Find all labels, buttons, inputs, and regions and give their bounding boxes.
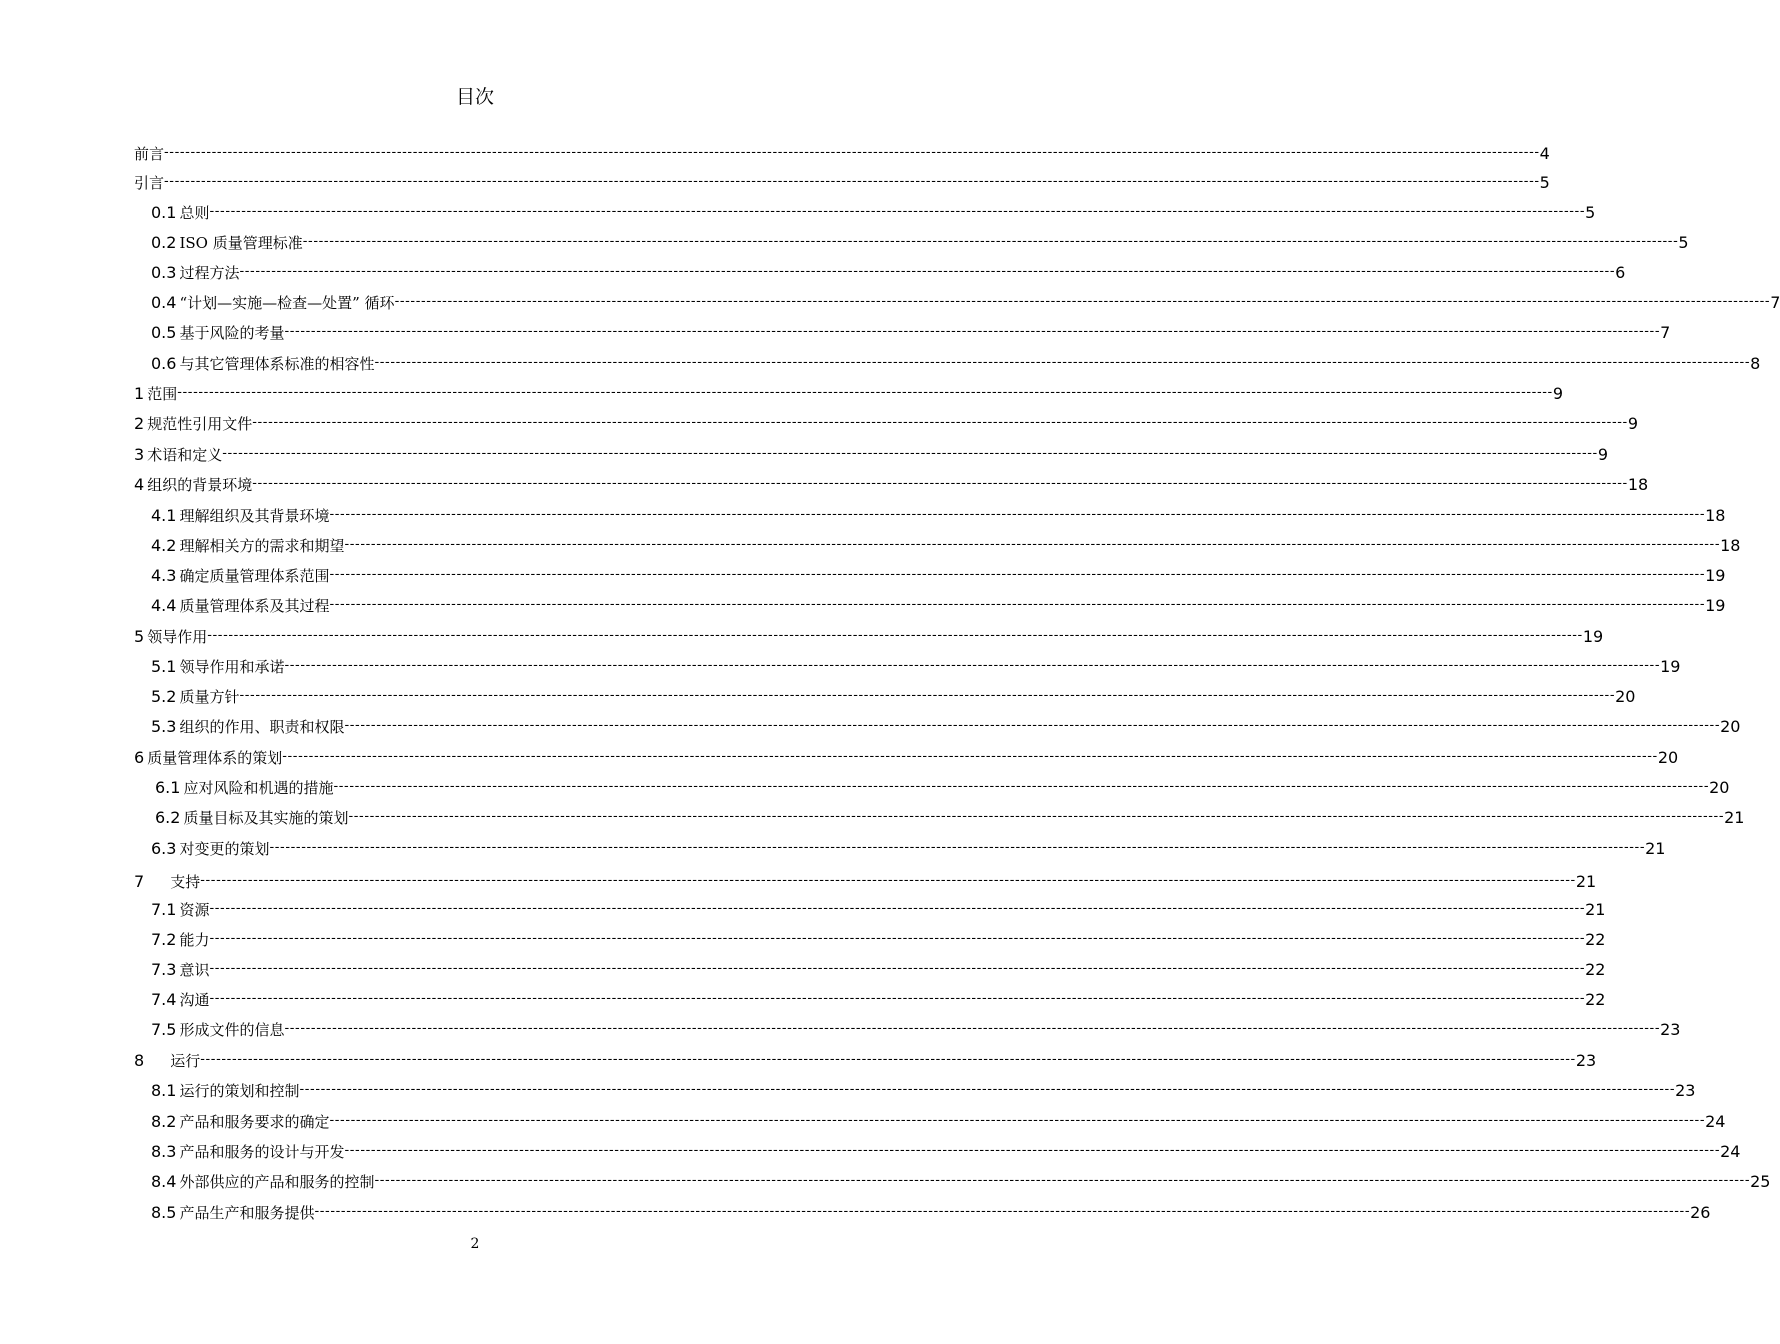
toc-entry-number: 1 [134,384,145,403]
toc-entry-title: 理解组织及其背景环境 [179,507,330,525]
toc-entry-number: 0.6 [151,354,177,373]
toc-entry[interactable] [151,321,1671,343]
toc-leader-dashes: -------------------------------------------------------------------------------------------------------------------------------------------------------------------------------------------------------------------------------------------------------------------- [329,567,1706,582]
toc-entry-number: 8 [134,1051,145,1070]
toc-entry-title: 组织的作用、职责和权限 [179,718,345,736]
toc-leader-dashes: -------------------------------------------------------------------------------------------------------------------------------------------------------------------------------------------------------------------------------------------------------------------- [333,779,1710,794]
toc-entry-title: 质量目标及其实施的策划 [183,809,349,827]
toc-entry-page: 23 [1660,1020,1681,1039]
toc-leader-dashes: -------------------------------------------------------------------------------------------------------------------------------------------------------------------------------------------------------------------------------------------------------------------- [282,749,1658,764]
toc-entry-page: 20 [1709,778,1730,797]
toc-entry-title: 与其它管理体系标准的相容性 [179,355,375,373]
toc-entry-title: 过程方法 [179,264,240,282]
toc-entry-number: 7.4 [151,990,177,1009]
toc-entry-number: 0.5 [151,323,177,342]
toc-entry-number: 4.4 [151,596,177,615]
toc-entry[interactable] [151,988,1606,1010]
toc-leader-dashes: -------------------------------------------------------------------------------------------------------------------------------------------------------------------------------------------------------------------------------------------------------------------- [374,355,1751,370]
toc-entry-title: 质量方针 [179,688,240,706]
toc-leader-dashes: -------------------------------------------------------------------------------------------------------------------------------------------------------------------------------------------------------------------------------------------------------------------- [209,204,1586,219]
toc-entry-label [151,1203,314,1223]
toc-entry-number: 4 [134,475,145,494]
toc-entry-number: 8.4 [151,1172,177,1191]
toc-entry-label [151,717,344,737]
toc-entry-label [151,900,209,920]
toc-entry-label [151,293,395,313]
toc-entry-title: 对变更的策划 [179,840,270,858]
toc-entry[interactable] [134,746,1679,768]
toc-entry-label [151,930,209,950]
toc-entry-label [151,960,209,980]
toc-entry-page: 7 [1660,323,1671,342]
toc-entry-page: 6 [1615,263,1626,282]
toc-entry-number: 4.1 [151,506,177,525]
page-number: 2 [470,1236,480,1252]
toc-entry-label [134,1051,200,1071]
toc-entry-number: 6.2 [155,808,181,827]
toc-entry-page: 5 [1539,173,1550,192]
toc-entry-label [134,144,164,164]
toc-entry-label [151,687,239,707]
toc-entry[interactable] [134,473,1649,495]
toc-entry-title: 组织的背景环境 [147,476,253,494]
toc-leader-dashes: -------------------------------------------------------------------------------------------------------------------------------------------------------------------------------------------------------------------------------------------------------------------- [394,294,1771,309]
toc-leader-dashes: -------------------------------------------------------------------------------------------------------------------------------------------------------------------------------------------------------------------------------------------------------------------- [164,174,1540,189]
toc-leader-dashes: -------------------------------------------------------------------------------------------------------------------------------------------------------------------------------------------------------------------------------------------------------------------- [209,961,1586,976]
toc-entry-label [151,1081,299,1101]
toc-entry[interactable] [151,534,1741,556]
toc-entry-title: 总则 [179,204,210,222]
toc-entry[interactable] [155,776,1730,798]
toc-leader-dashes: -------------------------------------------------------------------------------------------------------------------------------------------------------------------------------------------------------------------------------------------------------------------- [284,1021,1661,1036]
toc-entry[interactable] [151,685,1636,707]
toc-entry-page: 4 [1539,144,1550,163]
toc-leader-dashes: -------------------------------------------------------------------------------------------------------------------------------------------------------------------------------------------------------------------------------------------------------------------- [329,507,1706,522]
toc-leader-dashes: -------------------------------------------------------------------------------------------------------------------------------------------------------------------------------------------------------------------------------------------------------------------- [374,1173,1751,1188]
toc-entry-page: 19 [1705,596,1726,615]
toc-leader-dashes: -------------------------------------------------------------------------------------------------------------------------------------------------------------------------------------------------------------------------------------------------------------------- [329,597,1706,612]
toc-entry-label [151,1112,329,1132]
toc-entry-label [134,445,222,465]
toc-entry-page: 21 [1585,900,1606,919]
toc-entry-page: 8 [1750,354,1761,373]
toc-entry-label [151,203,209,223]
toc-entry-page: 19 [1660,657,1681,676]
toc-entry[interactable] [151,655,1681,677]
toc-entry[interactable] [151,715,1741,737]
toc-entry-title: 形成文件的信息 [179,1021,285,1039]
toc-entry[interactable] [151,201,1596,223]
toc-leader-dashes: -------------------------------------------------------------------------------------------------------------------------------------------------------------------------------------------------------------------------------------------------------------------- [252,415,1628,430]
toc-entry-page: 9 [1627,414,1639,433]
toc-leader-dashes: -------------------------------------------------------------------------------------------------------------------------------------------------------------------------------------------------------------------------------------------------------------------- [284,324,1661,339]
toc-entry-label [134,748,282,768]
toc-entry-label [134,475,252,495]
toc-entry[interactable] [151,291,1780,313]
toc-entry[interactable] [151,1140,1741,1162]
toc-entry-number: 8.5 [151,1203,177,1222]
toc-leader-dashes: -------------------------------------------------------------------------------------------------------------------------------------------------------------------------------------------------------------------------------------------------------------------- [344,1143,1721,1158]
toc-entry-title: 资源 [179,901,210,919]
toc-entry-number: 5.2 [151,687,177,706]
toc-entry-page: 20 [1720,717,1741,736]
toc-entry-number: 4.2 [151,536,177,555]
toc-entry-page: 20 [1657,748,1679,767]
toc-leader-dashes: -------------------------------------------------------------------------------------------------------------------------------------------------------------------------------------------------------------------------------------------------------------------- [348,809,1725,824]
toc-entry-label [151,1020,284,1040]
toc-entry-page: 22 [1585,990,1606,1009]
toc-entry-title: 确定质量管理体系范围 [179,567,330,585]
toc-entry-page: 9 [1552,384,1564,403]
toc-entry[interactable] [151,1170,1771,1192]
toc-entry[interactable] [151,231,1689,253]
toc-entry-title: 引言 [134,174,165,192]
toc-entry-label [151,233,303,253]
toc-entry-page: 21 [1575,872,1597,891]
toc-entry-title: 意识 [179,961,210,979]
toc-entry-title: 质量管理体系及其过程 [179,597,330,615]
toc-entry-label [151,506,329,526]
toc-entry[interactable] [134,412,1639,434]
toc-leader-dashes: -------------------------------------------------------------------------------------------------------------------------------------------------------------------------------------------------------------------------------------------------------------------- [239,264,1616,279]
toc-entry[interactable] [151,958,1606,980]
toc-entry-title: 产品和服务的设计与开发 [179,1143,345,1161]
toc-entry-label [134,627,207,647]
toc-entry-title: 能力 [179,931,210,949]
toc-entry-number: 7.3 [151,960,177,979]
toc-leader-dashes: -------------------------------------------------------------------------------------------------------------------------------------------------------------------------------------------------------------------------------------------------------------------- [344,718,1721,733]
toc-entry[interactable] [151,1018,1681,1040]
toc-entry[interactable] [151,1079,1696,1101]
toc-entry-label [151,536,344,556]
toc-entry-number: 3 [134,445,145,464]
toc-entry-label [151,839,269,859]
toc-entry-title: 基于风险的考量 [179,324,285,342]
toc-leader-dashes: -------------------------------------------------------------------------------------------------------------------------------------------------------------------------------------------------------------------------------------------------------------------- [200,873,1576,888]
toc-leader-dashes: -------------------------------------------------------------------------------------------------------------------------------------------------------------------------------------------------------------------------------------------------------------------- [200,1052,1576,1067]
toc-leader-dashes: -------------------------------------------------------------------------------------------------------------------------------------------------------------------------------------------------------------------------------------------------------------------- [209,991,1586,1006]
toc-entry-title: 沟通 [179,991,210,1009]
toc-entry[interactable] [151,1201,1711,1223]
toc-leader-dashes: -------------------------------------------------------------------------------------------------------------------------------------------------------------------------------------------------------------------------------------------------------------------- [239,688,1616,703]
toc-entry-number: 5 [134,627,145,646]
toc-entry-label [151,1172,374,1192]
toc-entry-number: 7.5 [151,1020,177,1039]
toc-leader-dashes: -------------------------------------------------------------------------------------------------------------------------------------------------------------------------------------------------------------------------------------------------------------------- [284,658,1661,673]
toc-entry-number: 7 [134,872,145,891]
toc-entry-title: “计划—实施—检查—处置” 循环 [179,294,395,312]
toc-leader-dashes: -------------------------------------------------------------------------------------------------------------------------------------------------------------------------------------------------------------------------------------------------------------------- [252,476,1628,491]
toc-entry-page: 7 [1770,293,1780,312]
toc-entry-title: 运行 [170,1052,201,1070]
toc-entry-label [134,384,177,404]
toc-entry-label [151,263,239,283]
toc-entry-page: 24 [1720,1142,1741,1161]
toc-entry-page: 21 [1724,808,1745,827]
toc-leader-dashes: -------------------------------------------------------------------------------------------------------------------------------------------------------------------------------------------------------------------------------------------------------------------- [164,145,1540,160]
toc-entry-page: 18 [1627,475,1649,494]
toc-entry-page: 20 [1615,687,1636,706]
toc-entry[interactable] [134,1049,1597,1071]
toc-entry-title: 领导作用和承诺 [179,658,285,676]
toc-entry-label [134,872,200,892]
toc-entry-number: 6 [134,748,145,767]
toc-leader-dashes: -------------------------------------------------------------------------------------------------------------------------------------------------------------------------------------------------------------------------------------------------------------------- [207,628,1583,643]
toc-entry[interactable] [151,928,1606,950]
toc-entry-title: 运行的策划和控制 [179,1082,300,1100]
toc-entry-number: 2 [134,414,145,433]
toc-entry[interactable] [134,382,1564,404]
toc-entry-title: 支持 [170,873,201,891]
toc-entry-title: 产品和服务要求的确定 [179,1113,330,1131]
toc-entry-page: 25 [1750,1172,1771,1191]
toc-entry[interactable] [151,1110,1726,1132]
toc-entry-label [151,657,284,677]
toc-leader-dashes: -------------------------------------------------------------------------------------------------------------------------------------------------------------------------------------------------------------------------------------------------------------------- [314,1204,1691,1219]
toc-entry-title: 外部供应的产品和服务的控制 [179,1173,375,1191]
toc-leader-dashes: -------------------------------------------------------------------------------------------------------------------------------------------------------------------------------------------------------------------------------------------------------------------- [177,385,1553,400]
toc-entry-label [151,323,284,343]
toc-entry-label [151,990,209,1010]
toc-entry-number: 0.3 [151,263,177,282]
toc-entry-number: 5.3 [151,717,177,736]
toc-entry-page: 23 [1575,1051,1597,1070]
toc-entry-title: 前言 [134,145,165,163]
toc-entry-title: ISO 质量管理标准 [179,234,303,252]
toc-entry[interactable] [134,142,1550,164]
toc-leader-dashes: -------------------------------------------------------------------------------------------------------------------------------------------------------------------------------------------------------------------------------------------------------------------- [222,446,1598,461]
toc-leader-dashes: -------------------------------------------------------------------------------------------------------------------------------------------------------------------------------------------------------------------------------------------------------------------- [209,931,1586,946]
toc-entry-page: 9 [1597,445,1609,464]
toc-entry[interactable] [151,594,1726,616]
toc-entry-label [155,778,333,798]
toc-entry-number: 0.1 [151,203,177,222]
toc-entry-label [155,808,348,828]
toc-entry-page: 21 [1645,839,1666,858]
toc-entry-number: 8.1 [151,1081,177,1100]
toc-entry-title: 应对风险和机遇的措施 [183,779,334,797]
toc-entry-page: 18 [1705,506,1726,525]
toc-entry-title: 产品生产和服务提供 [179,1204,315,1222]
toc-entry-number: 7.1 [151,900,177,919]
toc-entry-label [151,566,329,586]
toc-entry-number: 8.2 [151,1112,177,1131]
toc-entry-title: 术语和定义 [147,446,223,464]
toc-entry-number: 7.2 [151,930,177,949]
toc-entry-title: 质量管理体系的策划 [147,749,283,767]
toc-entry-title: 规范性引用文件 [147,415,253,433]
toc-entry-title: 理解相关方的需求和期望 [179,537,345,555]
toc-entry[interactable] [134,171,1550,193]
toc-entry[interactable] [134,443,1609,465]
toc-entry-page: 19 [1582,627,1604,646]
toc-entry[interactable] [151,261,1626,283]
toc-entry-label [134,173,164,193]
toc-entry[interactable] [151,564,1726,586]
toc-entry-page: 18 [1720,536,1741,555]
toc-leader-dashes: -------------------------------------------------------------------------------------------------------------------------------------------------------------------------------------------------------------------------------------------------------------------- [329,1113,1706,1128]
toc-entry[interactable] [151,504,1726,526]
toc-entry-page: 23 [1675,1081,1696,1100]
toc-entry[interactable] [134,870,1597,892]
toc-entry-page: 22 [1585,930,1606,949]
toc-entry-number: 6.3 [151,839,177,858]
toc-entry-page: 5 [1585,203,1596,222]
toc-entry-number: 4.3 [151,566,177,585]
toc-leader-dashes: -------------------------------------------------------------------------------------------------------------------------------------------------------------------------------------------------------------------------------------------------------------------- [299,1082,1676,1097]
toc-entry[interactable] [151,837,1666,859]
toc-entry-page: 19 [1705,566,1726,585]
toc-entry-label [151,596,329,616]
toc-leader-dashes: -------------------------------------------------------------------------------------------------------------------------------------------------------------------------------------------------------------------------------------------------------------------- [344,537,1721,552]
toc-title: 目次 [455,86,494,108]
toc-leader-dashes: -------------------------------------------------------------------------------------------------------------------------------------------------------------------------------------------------------------------------------------------------------------------- [302,234,1679,249]
toc-entry-title: 范围 [147,385,178,403]
toc-entry-page: 24 [1705,1112,1726,1131]
toc-entry[interactable] [134,625,1604,647]
toc-entry[interactable] [155,806,1745,828]
toc-entry-number: 6.1 [155,778,181,797]
toc-entry[interactable] [151,898,1606,920]
toc-entry[interactable] [151,352,1761,374]
toc-entry-number: 0.4 [151,293,177,312]
toc-entry-label [134,414,252,434]
toc-entry-page: 26 [1690,1203,1711,1222]
toc-leader-dashes: -------------------------------------------------------------------------------------------------------------------------------------------------------------------------------------------------------------------------------------------------------------------- [209,901,1586,916]
toc-leader-dashes: -------------------------------------------------------------------------------------------------------------------------------------------------------------------------------------------------------------------------------------------------------------------- [269,840,1646,855]
toc-entry-page: 5 [1678,233,1689,252]
toc-entry-label [151,354,374,374]
toc-entry-number: 5.1 [151,657,177,676]
toc-entry-label [151,1142,344,1162]
toc-entry-page: 22 [1585,960,1606,979]
toc-entry-number: 8.3 [151,1142,177,1161]
toc-entry-number: 0.2 [151,233,177,252]
toc-entry-title: 领导作用 [147,628,208,646]
